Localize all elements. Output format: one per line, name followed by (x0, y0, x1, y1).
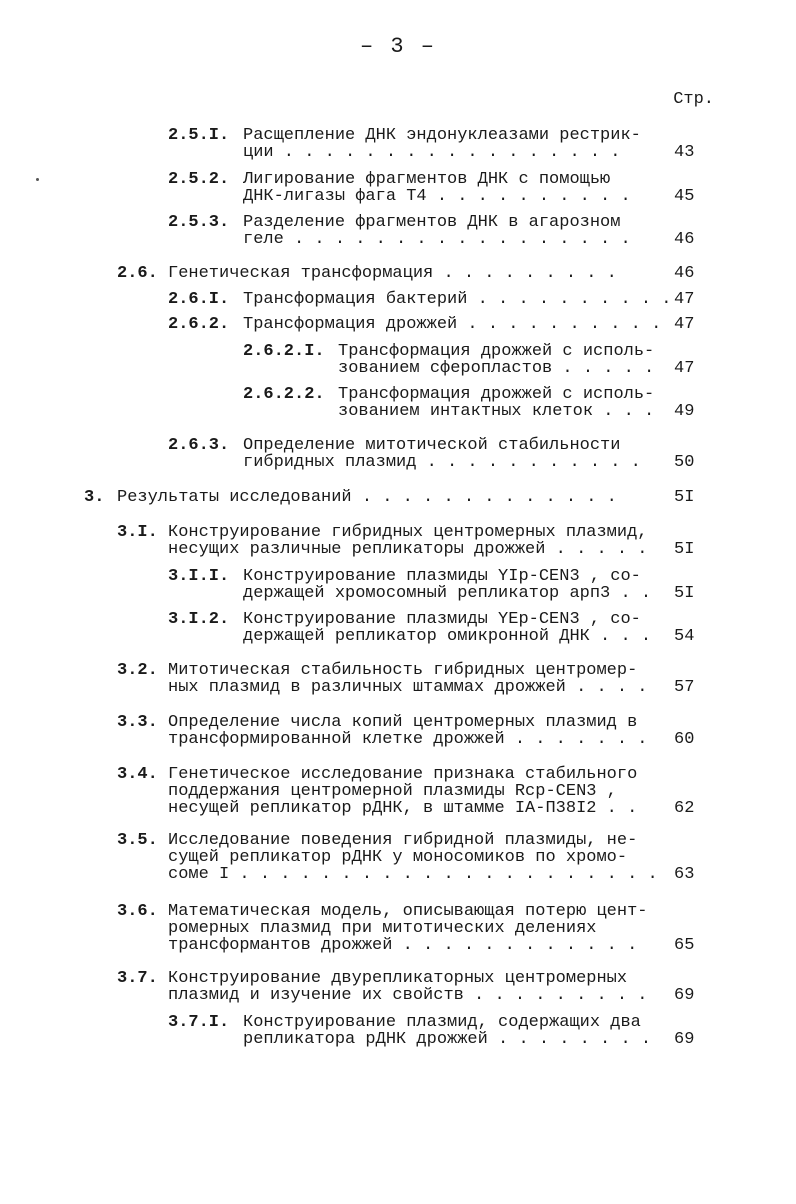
toc-entry (0, 714, 796, 748)
toc-title-line: соме I . . . . . . . . . . . . . . . . . . . . . (168, 865, 658, 884)
toc-page-number: 45 (674, 187, 695, 206)
toc-title-line: трансформантов дрожжей . . . . . . . . . . . . (168, 936, 638, 955)
toc-title-line: геле . . . . . . . . . . . . . . . . . (243, 230, 631, 249)
toc-entry (0, 214, 796, 248)
toc-entry (0, 970, 796, 1004)
toc-entry (0, 386, 796, 420)
toc-entry (0, 489, 796, 506)
toc-page-number: 69 (674, 986, 695, 1005)
toc-section-number: 3.2. (117, 661, 158, 680)
toc-title-line: Трансформация бактерий . . . . . . . . . . (243, 290, 672, 309)
toc-section-number: 2.6.2.I. (243, 342, 325, 361)
toc-title-line: Трансформация дрожжей с исполь- (338, 342, 655, 361)
toc-entry (0, 766, 796, 817)
page-number: – 3 – (359, 34, 436, 59)
toc-section-number: 3.4. (117, 765, 158, 784)
toc-title-line: несущих различные репликаторы дрожжей . . . . . (168, 540, 648, 559)
toc-title-line: держащей репликатор омикронной ДНК . . . (243, 627, 652, 646)
toc-title-line: Генетическая трансформация . . . . . . . . . (168, 264, 617, 283)
toc-page-number: 47 (674, 290, 695, 309)
toc-title-line: ных плазмид в различных штаммах дрожжей . . . . (168, 678, 648, 697)
toc-page-number: 49 (674, 402, 695, 421)
toc-section-number: 3. (84, 488, 105, 507)
toc-section-number: 2.6.2. (168, 315, 230, 334)
toc-section-number: 3.3. (117, 713, 158, 732)
toc-section-number: 2.6.I. (168, 290, 230, 309)
toc-page-number: 69 (674, 1030, 695, 1049)
toc-title-line: гибридных плазмид . . . . . . . . . . . (243, 453, 641, 472)
toc-title-line: ДНК-лигазы фага Т4 . . . . . . . . . . (243, 187, 631, 206)
toc-section-number: 2.5.2. (168, 170, 230, 189)
toc-title-line: Митотическая стабильность гибридных центромер- (168, 661, 638, 680)
toc-title-line: Трансформация дрожжей . . . . . . . . . . (243, 315, 662, 334)
toc-title-line: Разделение фрагментов ДНК в агарозном (243, 213, 621, 232)
toc-entry (0, 568, 796, 602)
toc-title-line: Определение числа копий центромерных плазмид в (168, 713, 638, 732)
toc-page-number: 50 (674, 453, 695, 472)
toc-title-line: Конструирование плазмид, содержащих два (243, 1013, 641, 1032)
toc-title-line: Расщепление ДНК эндонуклеазами рестрик- (243, 126, 641, 145)
toc-entry (0, 316, 796, 333)
toc-page-number: 5I (674, 540, 695, 559)
toc-entry (0, 832, 796, 883)
toc-title-line: трансформированной клетке дрожжей . . . . . . . (168, 730, 648, 749)
toc-title-line: сущей репликатор рДНК у моносомиков по хромо- (168, 848, 628, 867)
toc-entry (0, 1014, 796, 1048)
toc-page-number: 47 (674, 315, 695, 334)
toc-entry (0, 524, 796, 558)
toc-page-number: 5I (674, 488, 695, 507)
toc-title-line: Трансформация дрожжей с исполь- (338, 385, 655, 404)
toc-section-number: 3.I. (117, 523, 158, 542)
toc-section-number: 3.I.I. (168, 567, 230, 586)
toc-section-number: 2.5.I. (168, 126, 230, 145)
toc-entry (0, 265, 796, 282)
toc-title-line: поддержания центромерной плазмиды Rcp-CEN3 , (168, 782, 617, 801)
toc-page-number: 5I (674, 584, 695, 603)
toc-entry (0, 343, 796, 377)
toc-page-number: 47 (674, 359, 695, 378)
toc-title-line: Результаты исследований . . . . . . . . . . . . . (117, 488, 617, 507)
toc-entry (0, 127, 796, 161)
toc-entry (0, 291, 796, 308)
toc-title-line: Конструирование плазмиды YEp-CEN3 , со- (243, 610, 641, 629)
toc-title-line: Генетическое исследование признака стабильного (168, 765, 638, 784)
toc-page-number: 57 (674, 678, 695, 697)
toc-title-line: зованием интактных клеток . . . (338, 402, 655, 421)
toc-entry (0, 611, 796, 645)
toc-title-line: Конструирование гибридных центромерных плазмид, (168, 523, 648, 542)
toc-section-number: 2.6. (117, 264, 158, 283)
toc-section-number: 2.6.3. (168, 436, 230, 455)
toc-entry (0, 171, 796, 205)
toc-title-line: зованием сферопластов . . . . . (338, 359, 655, 378)
toc-section-number: 3.5. (117, 831, 158, 850)
toc-section-number: 2.6.2.2. (243, 385, 325, 404)
toc-title-line: Математическая модель, описывающая потерю цент- (168, 902, 648, 921)
page-column-header: Стр. (673, 90, 714, 109)
toc-page-number: 43 (674, 143, 695, 162)
toc-title-line: Лигирование фрагментов ДНК с помощью (243, 170, 611, 189)
toc-page-number: 62 (674, 799, 695, 818)
toc-page-number: 46 (674, 230, 695, 249)
toc-page-number: 60 (674, 730, 695, 749)
toc-title-line: Определение митотической стабильности (243, 436, 621, 455)
toc-title-line: Исследование поведения гибридной плазмиды, не- (168, 831, 638, 850)
toc-title-line: Конструирование плазмиды YIp-CEN3 , со- (243, 567, 641, 586)
toc-section-number: 3.7.I. (168, 1013, 230, 1032)
toc-page-number: 54 (674, 627, 695, 646)
toc-title-line: репликатора рДНК дрожжей . . . . . . . . (243, 1030, 652, 1049)
toc-entry (0, 437, 796, 471)
toc-title-line: ромерных плазмид при митотических делениях (168, 919, 597, 938)
toc-title-line: плазмид и изучение их свойств . . . . . . . . . (168, 986, 648, 1005)
toc-section-number: 3.7. (117, 969, 158, 988)
toc-title-line: несущей репликатор рДНК, в штамме IA-П38I2 . . (168, 799, 638, 818)
toc-entry (0, 903, 796, 954)
toc-section-number: 3.6. (117, 902, 158, 921)
toc-title-line: Конструирование двурепликаторных центромерных (168, 969, 628, 988)
toc-page-number: 65 (674, 936, 695, 955)
toc-section-number: 2.5.3. (168, 213, 230, 232)
toc-section-number: 3.I.2. (168, 610, 230, 629)
toc-page-number: 46 (674, 264, 695, 283)
toc-title-line: держащей хромосомный репликатор арп3 . . (243, 584, 652, 603)
toc-title-line: ции . . . . . . . . . . . . . . . . . (243, 143, 621, 162)
toc-page-number: 63 (674, 865, 695, 884)
toc-entry (0, 662, 796, 696)
